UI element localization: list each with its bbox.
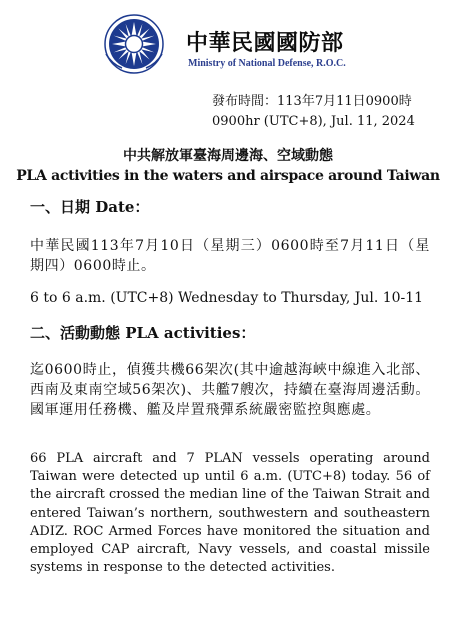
section-activities-en: 66 PLA aircraft and 7 PLAN vessels operating around Taiwan were detected up until 6 a.m. (UTC+8) today. 56 of the aircraft crossed the median line of the Taiwan Strait and entered Taiwan’s northern, southwestern and southeastern ADIZ. ROC Armed Forces have monitored the situation and employed CAP aircraft, Navy vessels, and coastal missile systems in response to the detected activities. [30,451,430,576]
org-name-en: Ministry of National Defense, R.O.C. [188,58,346,69]
section-date-zh: 中華民國113年7月10日（星期三）0600時至7月11日（星期四）0600時止。 [30,238,430,274]
section-activities-heading: 二、活動動態 PLA activities： [30,324,256,342]
release-time [212,92,434,132]
release-time-zh: 發布時間：113年7月11日0900時 [212,94,412,109]
section-date-en: 6 to 6 a.m. (UTC+8) Wednesday to Thursday, Jul. 10-11 [30,290,424,306]
mnd-emblem-icon [104,14,164,74]
document-title [0,146,456,186]
section-date-heading: 一、日期 Date： [30,198,150,216]
page-header [104,14,364,76]
org-name-zh: 中華民國國防部 [186,31,344,56]
section-activities-zh: 迄0600時止，偵獲共機66架次(其中逾越海峽中線進入北部、西南及東南空域56架次)、共艦7艘次，持續在臺海周邊活動。國軍運用任務機、艦及岸置飛彈系統嚴密監控與應處。 [30,362,430,418]
title-zh: 中共解放軍臺海周邊海、空域動態 [123,148,333,164]
release-time-en: 0900hr (UTC+8), Jul. 11, 2024 [212,114,415,129]
title-en: PLA activities in the waters and airspace around Taiwan [16,168,440,184]
